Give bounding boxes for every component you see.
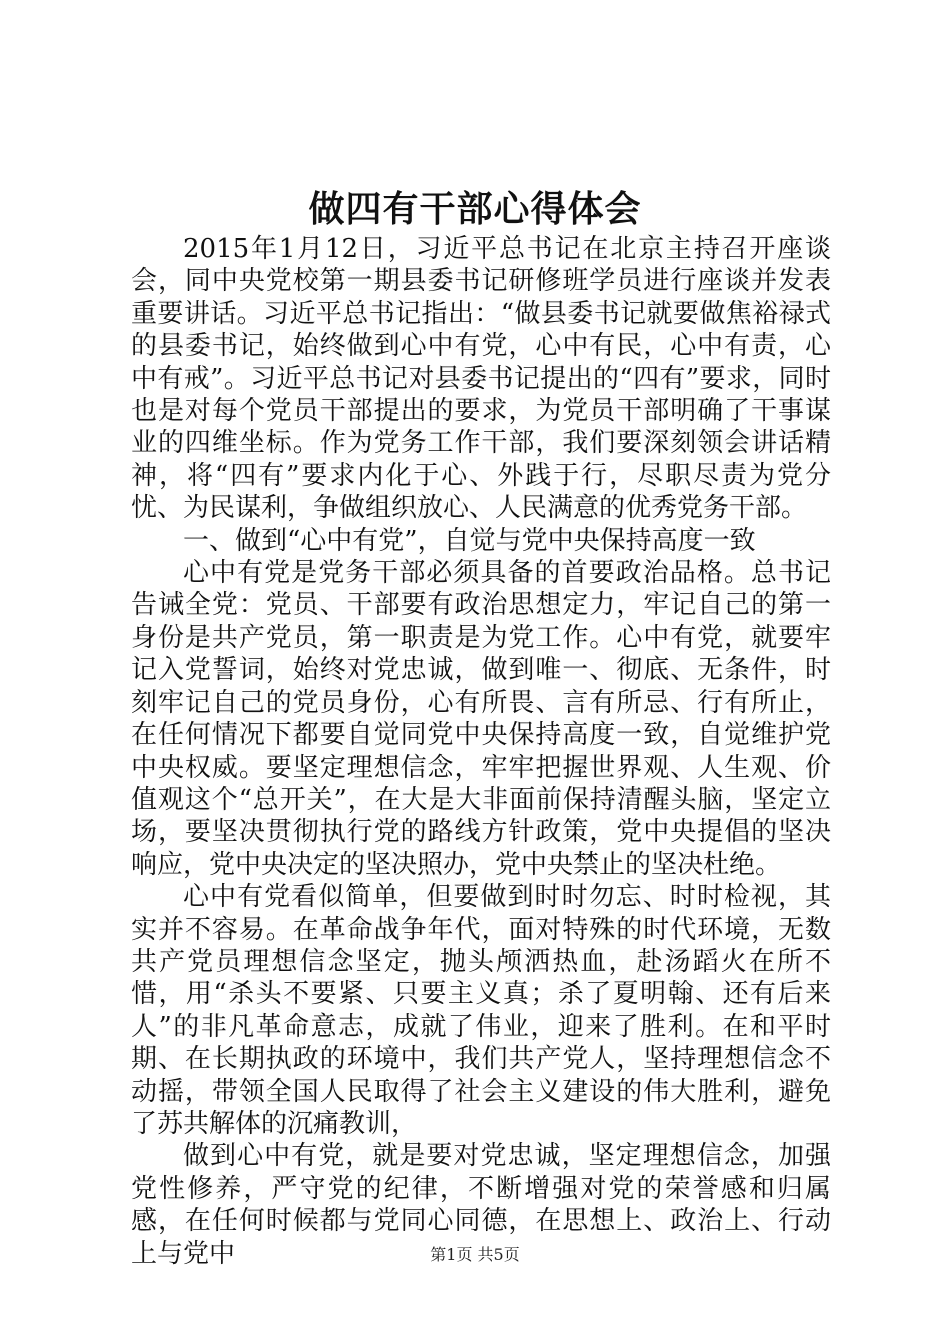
paragraph-section-1-b: 心中有党看似简单，但要做到时时勿忘、时时检视，其实并不容易。在革命战争年代，面对特殊的时代环境，无数共产党员理想信念坚定，抛头颅洒热血，赴汤蹈火在所不惜，用“杀头不要紧、只要主义真；杀了夏明翰、还有后来人”的非凡革命意志，成就了伟业，迎来了胜利。在和平时期、在长期执政的环境中，我们共产党人，坚持理想信念不动摇，带领全国人民取得了社会主义建设的伟大胜利，避免了苏共解体的沉痛教训， bbox=[131, 882, 831, 1139]
document-title: 做四有干部心得体会 bbox=[308, 188, 642, 230]
document-body bbox=[131, 233, 831, 1270]
page-footer: 第1页 共5页 bbox=[430, 1245, 520, 1264]
paragraph-section-1-c: 做到心中有党，就是要对党忠诚，坚定理想信念，加强党性修养，严守党的纪律，不断增强对党的荣誉感和归属感，在任何时候都与党同心同德，在思想上、政治上、行动上与党中 bbox=[131, 1141, 831, 1269]
section-heading-1: 一、做到“心中有党”，自觉与党中央保持高度一致 bbox=[183, 525, 756, 556]
paragraph-section-1-a: 心中有党是党务干部必须具备的首要政治品格。总书记告诫全党：党员、干部要有政治思想定力，牢记自己的第一身份是共产党员，第一职责是为党工作。心中有党，就要牢记入党誓词，始终对党忠诚，做到唯一、彻底、无条件，时刻牢记自己的党员身份，心有所畏、言有所忌、行有所止，在任何情况下都要自觉同党中央保持高度一致，自觉维护党中央权威。要坚定理想信念，牢牢把握世界观、人生观、价值观这个“总开关”，在大是大非面前保持清醒头脑，坚定立场，要坚决贯彻执行党的路线方针政策，党中央提倡的坚决响应，党中央决定的坚决照办，党中央禁止的坚决杜绝。 bbox=[131, 558, 831, 880]
paragraph-intro: 2015年1月12日，习近平总书记在北京主持召开座谈会，同中央党校第一期县委书记研修班学员进行座谈并发表重要讲话。习近平总书记指出：“做县委书记就要做焦裕禄式的县委书记，始终做到心中有党，心中有民，心中有责，心中有戒”。习近平总书记对县委书记提出的“四有”要求，同时也是对每个党员干部提出的要求，为党员干部明确了干事谋业的四维坐标。作为党务工作干部，我们要深刻领会讲话精神，将“四有”要求内化于心、外践于行，尽职尽责为党分忧、为民谋利，争做组织放心、人民满意的优秀党务干部。 bbox=[131, 234, 831, 524]
